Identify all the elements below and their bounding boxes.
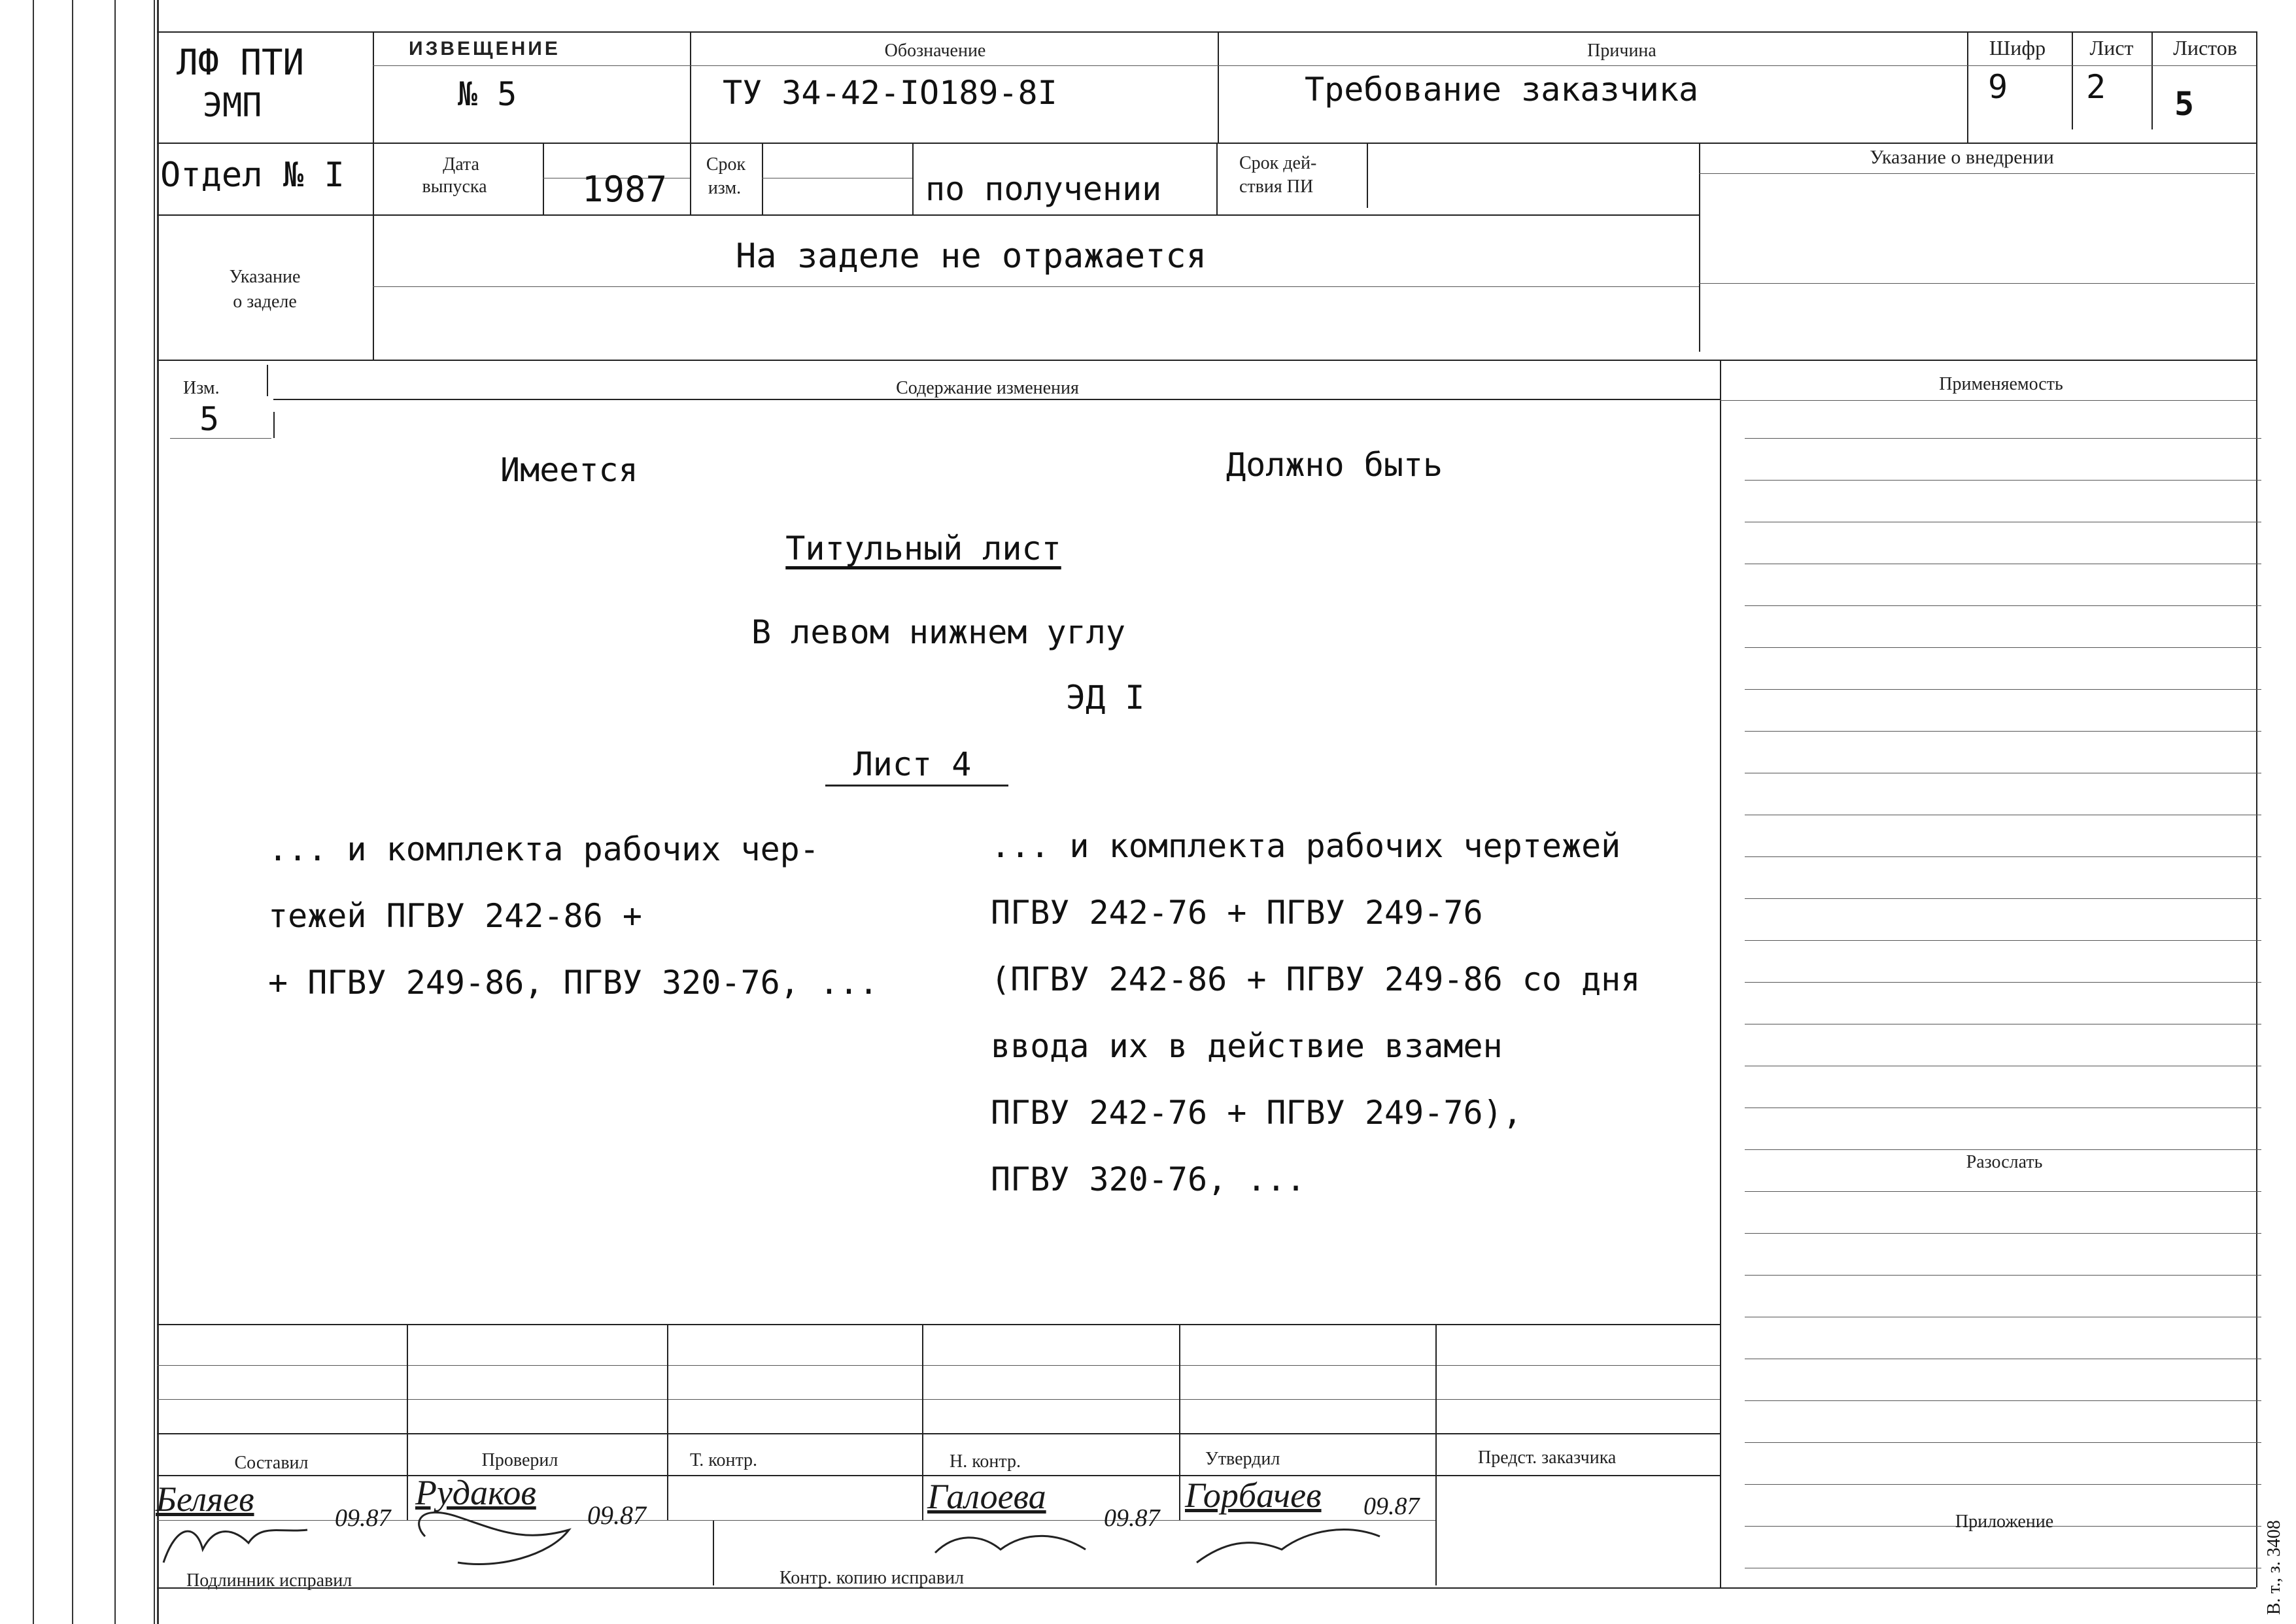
left-line-2: тежей ПГВУ 242-86 + xyxy=(268,897,642,935)
ed-text: ЭД I xyxy=(1066,679,1145,717)
backlog-text: На заделе не отражается xyxy=(735,237,1207,276)
change-term-label: Срок xyxy=(706,154,746,175)
right-line-5: ПГВУ 242-76 + ПГВУ 249-76), xyxy=(991,1094,1522,1132)
distribute-label: Разослать xyxy=(1966,1152,2043,1172)
change-label: Изм. xyxy=(183,378,220,398)
approved-signature xyxy=(1197,1530,1380,1563)
right-line-1: ... и комплекта рабочих чертежей xyxy=(991,827,1621,865)
reason-label: Причина xyxy=(1587,41,1656,61)
left-line-1: ... и комплекта рабочих чер- xyxy=(268,830,819,868)
issue-date-label: Дата xyxy=(443,154,479,175)
sheets-value: 5 xyxy=(2174,85,2195,123)
stamp-text: В. т., з. 3408 xyxy=(2264,1520,2284,1615)
attachment-label: Приложение xyxy=(1955,1512,2054,1532)
designation-value: ТУ 34-42-IO189-8I xyxy=(723,74,1057,112)
compiled-name: Беляев xyxy=(156,1480,254,1519)
content-label: Содержание изменения xyxy=(896,378,1079,398)
reason-value: Требование заказчика xyxy=(1305,71,1699,109)
customer-rep-label: Предст. заказчика xyxy=(1478,1447,1617,1468)
ncontrol-label: Н. контр. xyxy=(950,1451,1021,1472)
ncontrol-date: 09.87 xyxy=(1104,1504,1160,1532)
tcontrol-label: Т. контр. xyxy=(690,1450,758,1470)
approved-name: Горбачев xyxy=(1185,1476,1322,1515)
sheet4-heading: Лист 4 xyxy=(853,745,972,783)
approved-date: 09.87 xyxy=(1363,1493,1420,1520)
designation-label: Обозначение xyxy=(884,41,986,61)
change-term: по получении xyxy=(925,170,1162,208)
cipher-label: Шифр xyxy=(1989,36,2046,59)
exists-heading: Имеется xyxy=(500,451,638,489)
notice-number: № 5 xyxy=(458,75,517,113)
implementation-label: Указание о внедрении xyxy=(1870,146,2054,168)
right-line-3: (ПГВУ 242-86 + ПГВУ 249-86 со дня xyxy=(991,960,1641,998)
compiled-date: 09.87 xyxy=(335,1504,391,1532)
checked-signature xyxy=(419,1512,569,1564)
checked-name: Рудаков xyxy=(415,1473,536,1512)
change-term-label-2: изм. xyxy=(708,178,742,198)
original-fixed-label: Подлинник исправил xyxy=(186,1570,352,1591)
right-line-6: ПГВУ 320-76, ... xyxy=(991,1160,1306,1198)
should-be-heading: Должно быть xyxy=(1226,446,1443,484)
lower-left-text: В левом нижнем углу xyxy=(751,613,1125,651)
cipher-value: 9 xyxy=(1988,68,2008,106)
notice-label: ИЗВЕЩЕНИЕ xyxy=(409,38,560,59)
validity-label-2: ствия ПИ xyxy=(1239,177,1314,197)
sheets-label: Листов xyxy=(2173,36,2237,59)
org-name: ЛФ ПТИ xyxy=(177,42,305,83)
department: Отдел № I xyxy=(160,156,345,195)
issue-date: 1987 xyxy=(582,169,668,210)
change-number: 5 xyxy=(199,400,220,438)
sheet-label: Лист xyxy=(2089,36,2134,59)
org-name-2: ЭМП xyxy=(203,86,262,124)
issue-date-label-2: выпуска xyxy=(422,177,487,197)
right-line-4: ввода их в действие взамен xyxy=(991,1027,1503,1065)
control-copy-label: Контр. копию исправил xyxy=(780,1568,964,1588)
sheet-value: 2 xyxy=(2086,68,2106,106)
backlog-label-2: о заделе xyxy=(233,292,297,312)
checked-label: Проверил xyxy=(481,1450,558,1470)
backlog-label: Указание xyxy=(229,267,301,287)
right-line-2: ПГВУ 242-76 + ПГВУ 249-76 xyxy=(991,894,1483,932)
title-sheet-heading: Титульный лист xyxy=(785,530,1061,567)
applicability-label: Применяемость xyxy=(1939,374,2063,394)
validity-label: Срок дей- xyxy=(1239,153,1317,173)
checked-date: 09.87 xyxy=(587,1500,646,1530)
compiled-label: Составил xyxy=(234,1453,309,1473)
ncontrol-name: Галоева xyxy=(927,1477,1046,1516)
ncontrol-signature xyxy=(935,1536,1086,1553)
left-line-3: + ПГВУ 249-86, ПГВУ 320-76, ... xyxy=(268,964,879,1002)
compiled-signature xyxy=(163,1530,307,1563)
approved-label: Утвердил xyxy=(1205,1449,1280,1469)
